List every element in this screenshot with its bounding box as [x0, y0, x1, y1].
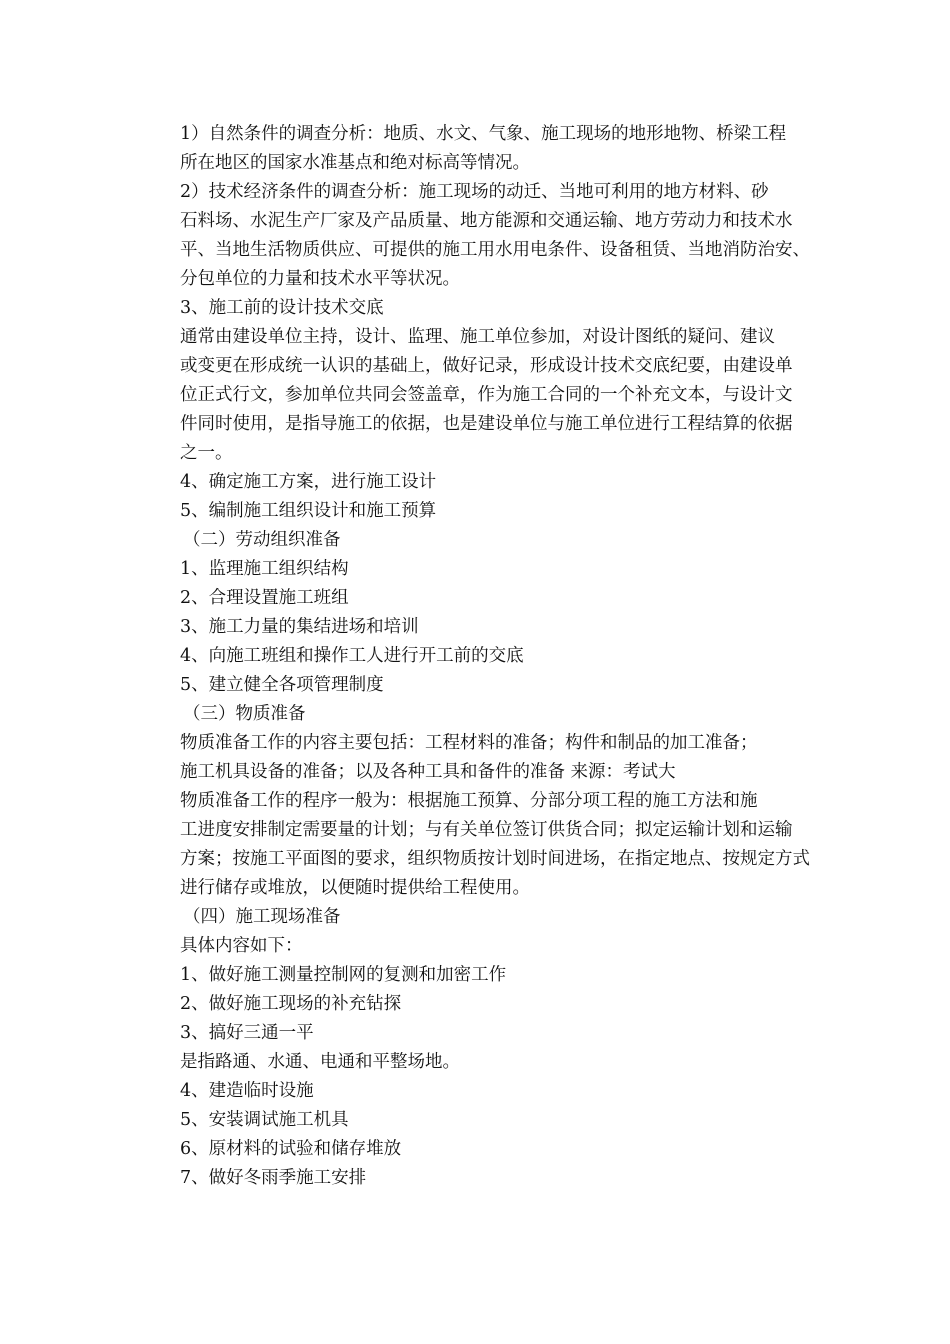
- section-heading: （四）施工现场准备: [183, 907, 341, 927]
- economic-conditions-paragraph: [145, 178, 810, 294]
- text-line: 分包单位的力量和技术水平等状况。: [180, 269, 460, 289]
- text-line: 物质准备工作的内容主要包括：工程材料的准备；构件和制品的加工准备；: [180, 733, 758, 753]
- list-item: 7、做好冬雨季施工安排: [180, 1168, 367, 1188]
- list-item: 1、做好施工测量控制网的复测和加密工作: [180, 965, 507, 985]
- design-disclosure-paragraph: [145, 323, 810, 468]
- item-heading: 3、施工前的设计技术交底: [180, 298, 384, 318]
- text-line: 方案；按施工平面图的要求，组织物质按计划时间进场，在指定地点、按规定方式: [180, 849, 810, 869]
- text-line: 平、当地生活物质供应、可提供的施工用水用电条件、设备租赁、当地消防治安、: [180, 240, 810, 260]
- text-line: 2）技术经济条件的调查分析：施工现场的动迁、当地可利用的地方材料、砂: [180, 182, 769, 202]
- list-item: 4、建造临时设施: [180, 1081, 314, 1101]
- list-item: 1、监理施工组织结构: [180, 559, 349, 579]
- list-item: 2、合理设置施工班组: [180, 588, 349, 608]
- list-item: 3、搞好三通一平: [180, 1023, 314, 1043]
- text-line: 物质准备工作的程序一般为：根据施工预算、分部分项工程的施工方法和施: [180, 791, 758, 811]
- natural-conditions-paragraph: [145, 120, 810, 178]
- item-heading: 4、确定施工方案，进行施工设计: [180, 472, 437, 492]
- text-line: 进行储存或堆放，以便随时提供给工程使用。: [180, 878, 530, 898]
- note-text: 是指路通、水通、电通和平整场地。: [180, 1052, 460, 1072]
- section-heading: （三）物质准备: [183, 704, 306, 724]
- text-line: 1）自然条件的调查分析：地质、水文、气象、施工现场的地形地物、桥梁工程: [180, 124, 787, 144]
- material-procedure-paragraph: [145, 787, 810, 903]
- text-line: 通常由建设单位主持，设计、监理、施工单位参加，对设计图纸的疑问、建议: [180, 327, 775, 347]
- text-line: 或变更在形成统一认识的基础上，做好记录，形成设计技术交底纪要，由建设单: [180, 356, 793, 376]
- list-item: 5、建立健全各项管理制度: [180, 675, 384, 695]
- text-line: 件同时使用，是指导施工的依据，也是建设单位与施工单位进行工程结算的依据: [180, 414, 793, 434]
- list-item: 6、原材料的试验和储存堆放: [180, 1139, 402, 1159]
- item-heading: 5、编制施工组织设计和施工预算: [180, 501, 437, 521]
- material-content-paragraph: [145, 729, 810, 787]
- text-line: 施工机具设备的准备；以及各种工具和备件的准备 来源：考试大: [180, 762, 676, 782]
- text-line: 之一。: [180, 443, 233, 463]
- list-item: 2、做好施工现场的补充钻探: [180, 994, 402, 1014]
- document-page: [145, 120, 810, 1193]
- list-item: 3、施工力量的集结进场和培训: [180, 617, 419, 637]
- text-line: 所在地区的国家水准基点和绝对标高等情况。: [180, 153, 530, 173]
- list-item: 4、向施工班组和操作工人进行开工前的交底: [180, 646, 524, 666]
- text-line: 位正式行文，参加单位共同会签盖章，作为施工合同的一个补充文本，与设计文: [180, 385, 793, 405]
- text-line: 石料场、水泥生产厂家及产品质量、地方能源和交通运输、地方劳动力和技术水: [180, 211, 793, 231]
- text-line: 工进度安排制定需要量的计划；与有关单位签订供货合同；拟定运输计划和运输: [180, 820, 793, 840]
- intro-text: 具体内容如下：: [180, 936, 303, 956]
- list-item: 5、安装调试施工机具: [180, 1110, 349, 1130]
- section-heading: （二）劳动组织准备: [183, 530, 341, 550]
